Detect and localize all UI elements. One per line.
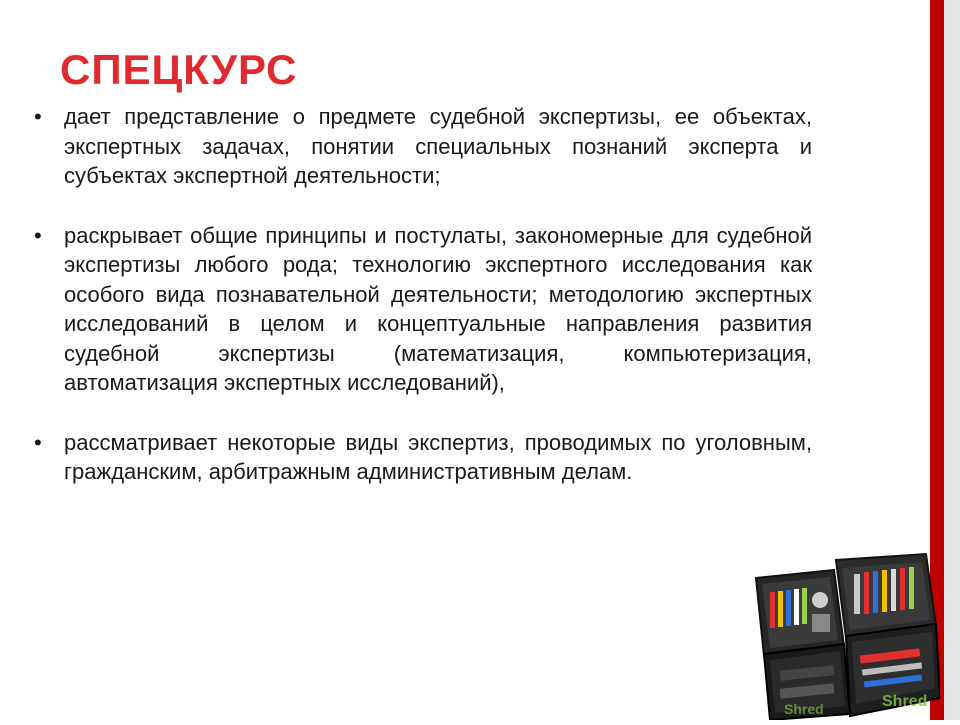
bullet-marker: • — [34, 104, 42, 129]
slide-title: СПЕЦКУРС — [60, 46, 298, 93]
svg-text:Shred: Shred — [784, 701, 824, 717]
forensic-kit-image — [750, 548, 940, 720]
bullet-item-2 — [34, 221, 812, 398]
bullet-text: раскрывает общие принципы и постулаты, закономерные для судебной экспертизы любого рода; технологию экспертного исследования как особого вида познавательной деятельности; методологию экспертных исследований в целом и концептуальные направления развития судебной экспертизы (математизация, компьютеризация, автоматизация экспертных исследований), — [64, 222, 812, 395]
bullet-list — [34, 102, 812, 487]
right-edge-band — [944, 0, 960, 720]
bullet-marker: • — [34, 429, 42, 455]
bullet-item-1 — [34, 102, 812, 191]
svg-text:Shred: Shred — [882, 693, 928, 710]
bullet-text: дает представление о предмете судебной экспертизы, ее объектах, экспертных задачах, понятии специальных познаний эксперта и субъектах экспертной деятельности; — [64, 104, 812, 188]
bullet-item-3 — [34, 428, 812, 487]
bullet-marker: • — [34, 222, 42, 248]
forensic-kit-case-icon — [750, 548, 940, 720]
bullet-text: рассматривает некоторые виды экспертиз, проводимых по уголовным, гражданским, арбитражным административным делам. — [64, 429, 812, 484]
